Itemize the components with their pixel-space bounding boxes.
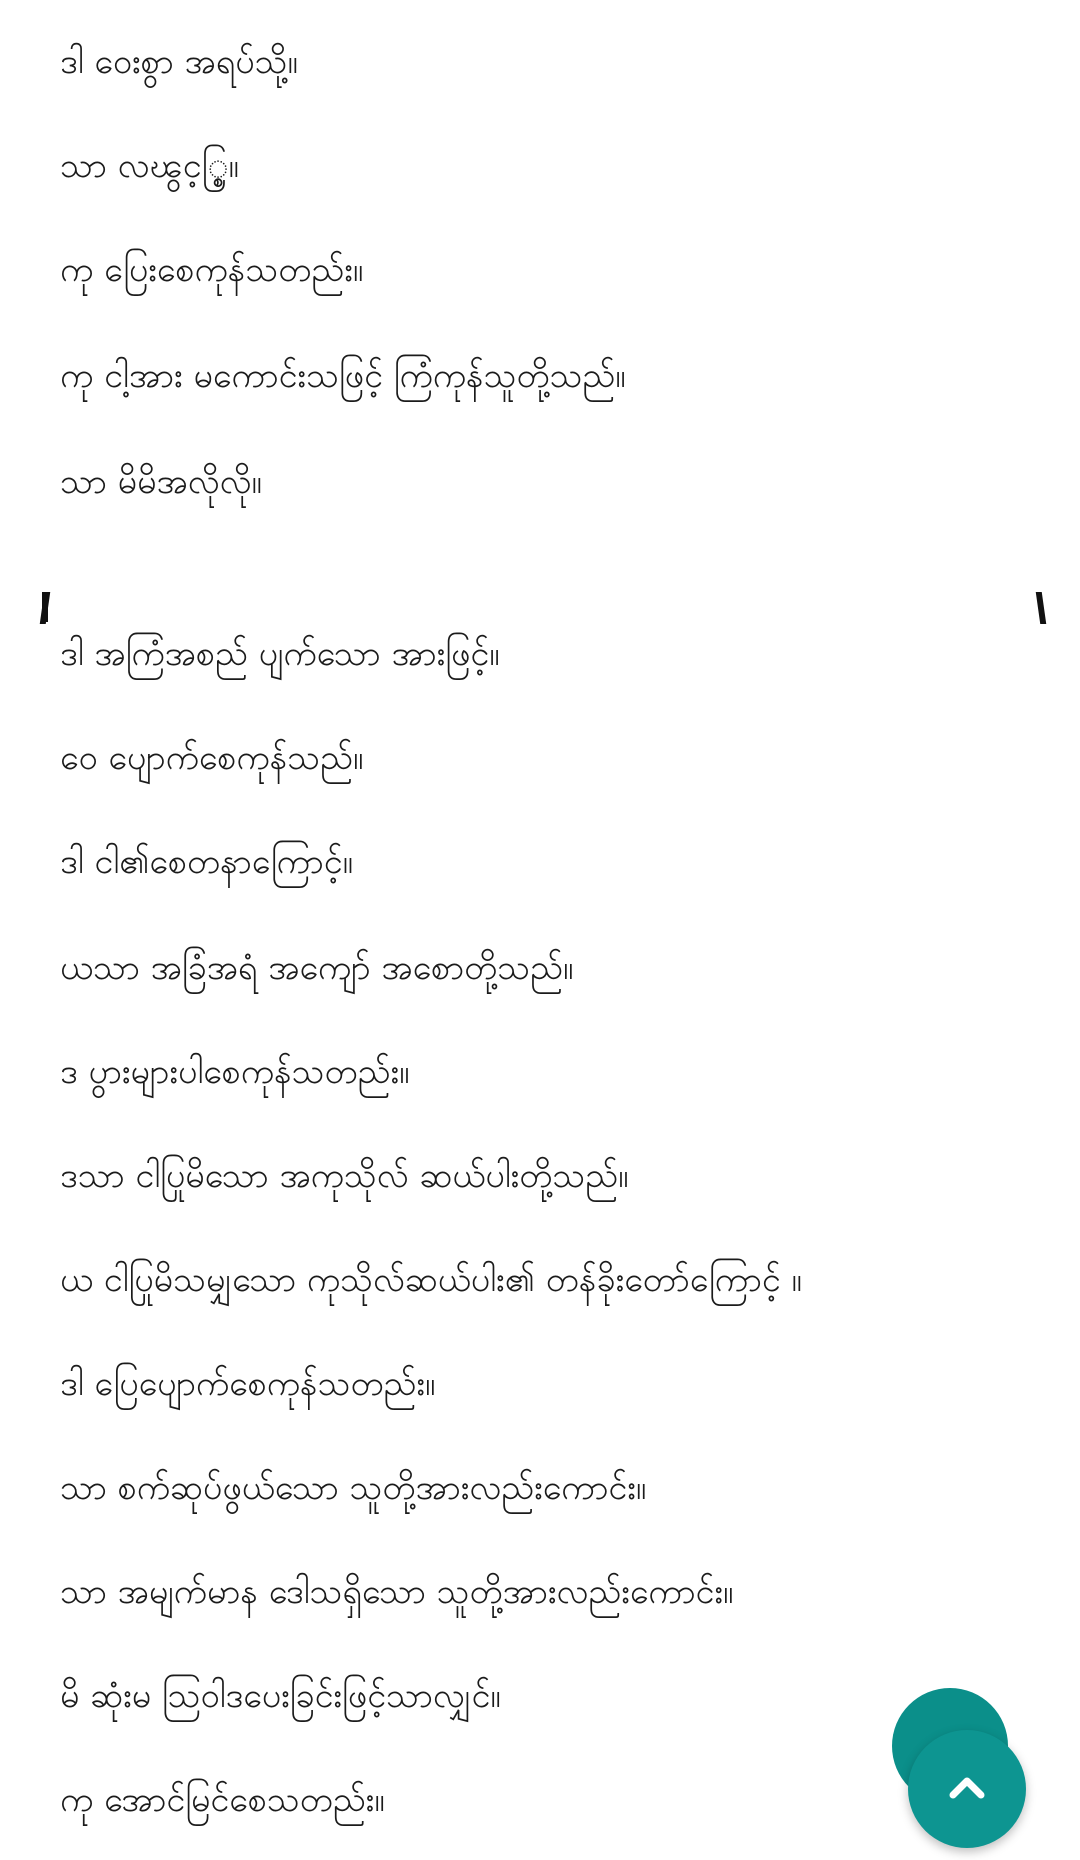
text-line: ဒါ ပြေပျောက်စေကုန်သတည်း။ — [60, 1364, 436, 1404]
text-line: ဒ ပွားများပါစေကုန်သတည်း။ — [60, 1052, 410, 1092]
text-line: သာ စက်ဆုပ်ဖွယ်သော သူတို့အားလည်းကောင်း။ — [60, 1468, 647, 1508]
text-line: မိ ဆုံးမ ဩဝါဒပေးခြင်းဖြင့်သာလျှင်။ — [60, 1676, 501, 1716]
text-line: ဒသာ ငါပြုမိသော အကုသိုလ် ဆယ်ပါးတို့သည်။ — [60, 1156, 629, 1196]
text-line: ကု အောင်မြင်စေသတည်း။ — [60, 1780, 385, 1820]
chevron-up-icon — [943, 1763, 991, 1815]
text-line: ဒါ အကြံအစည် ပျက်သော အားဖြင့်။ — [60, 634, 500, 674]
text-line: ဝေ ပျောက်စေကုန်သည်။ — [60, 738, 364, 778]
scroll-to-top-button[interactable] — [908, 1730, 1026, 1848]
text-line: ကု ပြေးစေကုန်သတည်း။ — [60, 250, 364, 290]
selection-handle-start[interactable] — [42, 592, 48, 622]
text-line: ယသာ အခြံအရံ အကျော် အစောတို့သည်။ — [60, 948, 574, 988]
text-line: ဒါ ဝေးစွာ အရပ်သို့။ — [60, 42, 298, 82]
text-line: ကု ငါ့အား မကောင်းသဖြင့် ကြံကုန်သူတို့သည်။ — [60, 356, 626, 396]
text-line: သာ လၽွင့္စြ။ — [60, 146, 239, 186]
text-line: သာ မိမိအလိုလို။ — [60, 462, 262, 502]
text-line: ဒါ ငါ၏စေတနာကြောင့်။ — [60, 842, 353, 882]
text-line: သာ အမျက်မာန ဒေါသရှိသော သူတို့အားလည်းကောင်း။ — [60, 1572, 734, 1612]
text-line: ယ ငါပြုမိသမျှသော ကုသိုလ်ဆယ်ပါး၏ တန်ခိုးတော်ကြောင့် ။ — [60, 1260, 802, 1300]
